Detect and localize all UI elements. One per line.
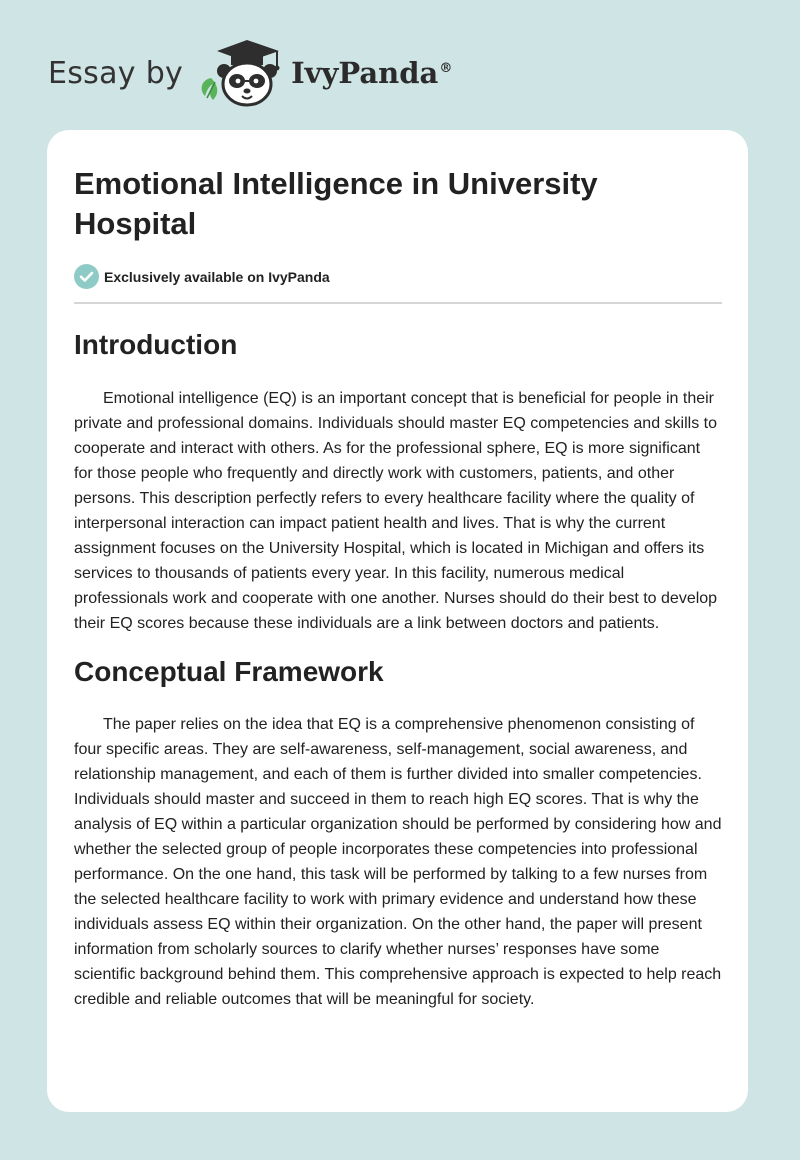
section-paragraph: The paper relies on the idea that EQ is a comprehensive phenomenon consisting of four specific areas. They are self-awareness, self-management, social awareness, and relationship management, and each of them is further divided into smaller competencies. Individuals should master and succeed in them to reach high EQ scores. That is why the analysis of EQ within a particular organization should be performed by considering how and whether the selected group of people incorporates these competencies into professional performance. On the one hand, this task will be performed by talking to a few nurses from the selected healthcare facility to work with primary evidence and understand how these individuals assess EQ within their organization. On the other hand, the paper will present information from scholarly sources to clarify whether nurses’ responses have some scientific background behind them. This comprehensive approach is expected to help reach credible and reliable outcomes that will be meaningful for society. (74, 716, 722, 1008)
divider (74, 302, 722, 304)
ivy-leaf-icon (202, 78, 218, 100)
section-introduction (74, 327, 722, 636)
essay-card (47, 130, 748, 1112)
panda-graduate-logo-icon[interactable] (197, 38, 289, 108)
section-heading: Conceptual Framework (74, 656, 384, 687)
essay-title: Emotional Intelligence in University Hospital (74, 166, 598, 241)
exclusive-badge (74, 264, 722, 289)
badge-label: Exclusively available on IvyPanda (104, 268, 330, 285)
section-conceptual-framework (74, 654, 722, 1012)
brand-name[interactable]: IvyPanda® (291, 56, 453, 90)
check-circle-icon (74, 264, 99, 289)
registered-mark: ® (439, 61, 453, 77)
site-header (48, 38, 452, 108)
section-heading: Introduction (74, 329, 238, 360)
brand-prefix: Essay by (48, 55, 184, 91)
section-paragraph: Emotional intelligence (EQ) is an important concept that is beneficial for people in their private and professional domains. Individuals should master EQ competencies and skills to cooperate and interact with others. As for the professional sphere, EQ is more significant for those people who frequently and directly work with customers, patients, and other persons. This description perfectly refers to every healthcare facility where the quality of interpersonal interaction can impact patient health and lives. That is why the current assignment focuses on the University Hospital, which is located in Michigan and offers its services to thousands of patients every year. In this facility, numerous medical professionals work and cooperate with one another. Nurses should do their best to develop their EQ scores because these individuals are a link between doctors and patients. (74, 390, 718, 632)
